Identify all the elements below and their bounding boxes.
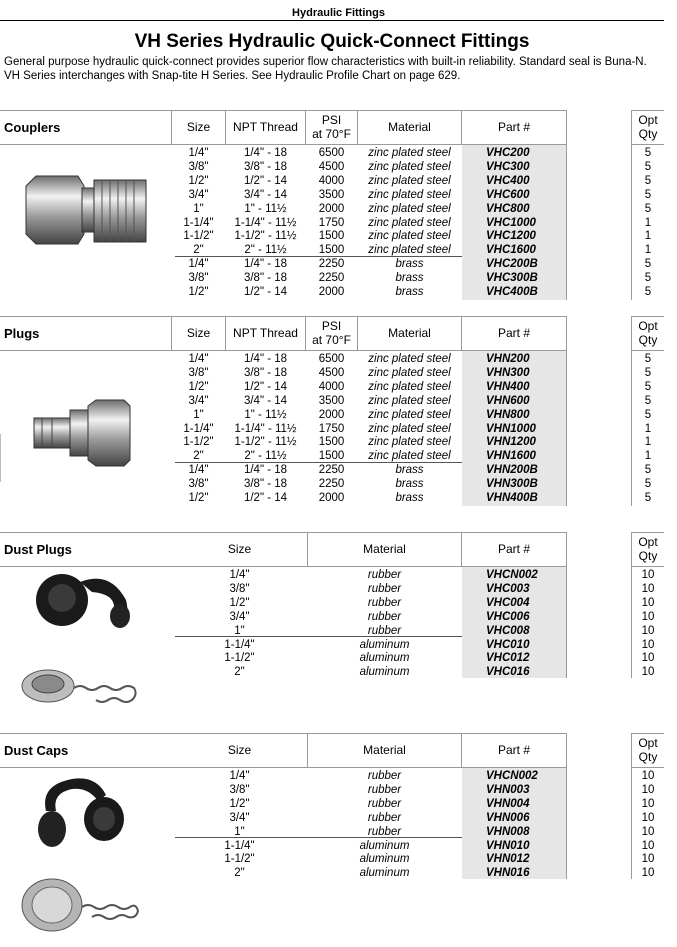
col-psi: PSI at 70°F [312,319,351,347]
thread-cell: 3/8" - 18 [243,478,288,491]
qty-cell: 10 [641,839,655,852]
part-number-cell: VHC012 [486,652,530,665]
qty-cell: 5 [644,408,652,421]
size-cell: 1-1/4" [183,422,214,435]
part-number-cell: VHN016 [486,867,530,880]
section-label: Plugs [4,326,40,341]
material-cell: rubber [367,783,402,796]
part-number-cell: VHN012 [486,853,530,866]
size-cell: 1/4" [188,464,209,477]
size-cell: 3/4" [229,610,250,623]
size-cell: 1" [234,825,245,838]
size-cell: 3/8" [188,478,209,491]
size-cell: 1/2" [188,174,209,187]
material-cell: zinc plated steel [368,160,451,173]
thread-cell: 1/4" - 18 [243,464,288,477]
material-cell: zinc plated steel [368,216,451,229]
thread-cell: 1/2" - 14 [243,174,288,187]
intro-text [4,55,664,83]
part-number-cell: VHC800 [486,202,530,215]
size-cell: 1/4" [188,258,209,271]
intro-line-2: VH Series interchanges with Snap-tite H Series. See Hydraulic Profile Chart on page 629. [4,70,461,82]
thread-cell: 1-1/2" - 11½ [234,436,297,449]
size-cell: 3/8" [229,783,250,796]
size-cell: 3/8" [229,582,250,595]
qty-cell: 5 [644,492,652,504]
size-cell: 1-1/2" [224,853,255,866]
size-cell: 1/2" [188,380,209,393]
col-size: Size [186,326,211,340]
col-thread: NPT Thread [233,120,298,134]
size-cell: 1" [234,624,245,637]
size-cell: 1/2" [229,797,250,810]
col-part: Part # [497,743,530,757]
part-number-cell: VHN200 [486,353,530,365]
psi-cell: 2250 [318,272,345,285]
part-number-cell: VHN010 [486,839,530,852]
material-cell: rubber [367,596,402,609]
thread-cell: 3/4" - 14 [243,188,288,201]
aluminum-dust-cap-image [18,875,144,937]
thread-cell: 2" - 11½ [244,450,287,463]
part-number-cell: VHN600 [486,394,530,407]
thread-cell: 1" - 11½ [244,408,287,421]
qty-cell: 5 [644,478,652,491]
section-label: Dust Caps [4,743,69,758]
qty-cell: 10 [641,582,655,595]
psi-cell: 4000 [318,174,345,187]
psi-cell: 3500 [318,188,345,201]
material-cell: zinc plated steel [368,380,451,393]
rubber-dust-cap-image [32,771,136,853]
col-size: Size [227,542,252,556]
qty-cell: 10 [641,610,655,623]
size-cell: 1-1/4" [183,216,214,229]
qty-cell: 5 [644,464,652,477]
qty-cell: 10 [641,638,655,651]
part-number-cell: VHC600 [486,188,530,201]
col-qty: Opt Qty [638,113,658,141]
material-cell: zinc plated steel [368,422,451,435]
qty-cell: 1 [644,422,652,435]
material-cell: zinc plated steel [368,174,451,187]
thread-cell: 1-1/2" - 11½ [234,230,297,243]
size-cell: 1-1/4" [224,638,255,651]
psi-cell: 2000 [318,286,345,298]
col-qty: Opt Qty [638,319,658,347]
qty-cell: 1 [644,230,652,243]
part-number-cell: VHC200 [486,147,530,159]
material-cell: aluminum [359,652,410,665]
material-cell: rubber [367,582,402,595]
part-number-cell: VHCN002 [486,770,538,782]
thread-cell: 1-1/4" - 11½ [234,422,297,435]
psi-cell: 1500 [318,436,345,449]
qty-cell: 5 [644,202,652,215]
qty-cell: 5 [644,147,652,159]
plug-image [30,396,134,470]
part-number-cell: VHC400B [486,286,538,298]
material-cell: rubber [367,825,402,838]
qty-cell: 5 [644,258,652,271]
part-number-cell: VHC1200 [486,230,536,243]
qty-cell: 1 [644,450,652,463]
psi-cell: 4500 [318,160,345,173]
thread-cell: 3/8" - 18 [243,272,288,285]
qty-cell: 5 [644,160,652,173]
col-qty: Opt Qty [638,736,658,764]
part-number-cell: VHC1000 [486,216,536,229]
psi-cell: 4000 [318,380,345,393]
header-rule [0,20,664,21]
size-cell: 2" [234,867,245,880]
part-number-cell: VHN400 [486,380,530,393]
part-number-cell: VHC300 [486,160,530,173]
qty-cell: 1 [644,216,652,229]
part-number-cell: VHCN002 [486,569,538,581]
material-cell: rubber [367,624,402,637]
material-cell: zinc plated steel [368,244,451,257]
material-cell: rubber [367,811,402,824]
col-material: Material [388,326,431,340]
size-cell: 1/4" [229,770,250,782]
material-cell: zinc plated steel [368,353,451,365]
size-cell: 1/2" [188,286,209,298]
qty-cell: 10 [641,652,655,665]
qty-cell: 1 [644,244,652,257]
part-number-cell: VHN006 [486,811,530,824]
qty-cell: 10 [641,853,655,866]
psi-cell: 1500 [318,230,345,243]
page-title: VH Series Hydraulic Quick-Connect Fittings [134,31,530,52]
material-cell: brass [395,464,424,477]
qty-cell: 10 [641,783,655,796]
psi-cell: 2000 [318,202,345,215]
part-number-cell: VHC1600 [486,244,536,257]
size-cell: 3/4" [229,811,250,824]
qty-cell: 5 [644,366,652,379]
qty-cell: 10 [641,666,655,679]
qty-cell: 5 [644,353,652,365]
rubber-dust-plug-image [30,570,134,642]
part-number-cell: VHN003 [486,783,530,796]
psi-cell: 1500 [318,450,345,463]
section-label: Dust Plugs [4,542,72,557]
part-number-cell: VHC300B [486,272,538,285]
qty-cell: 10 [641,596,655,609]
col-part: Part # [497,120,530,134]
thread-cell: 1/4" - 18 [243,147,288,159]
part-number-cell: VHC004 [486,596,530,609]
coupler-image [22,168,150,254]
col-thread: NPT Thread [233,326,298,340]
size-cell: 1-1/4" [224,839,255,852]
psi-cell: 1750 [318,216,345,229]
part-number-cell: VHC003 [486,582,530,595]
size-cell: 3/4" [188,188,209,201]
part-number-cell: VHC008 [486,624,530,637]
col-size: Size [227,743,252,757]
psi-cell: 2000 [318,492,345,504]
thread-cell: 1/2" - 14 [243,492,288,504]
thread-cell: 1/4" - 18 [243,258,288,271]
part-number-cell: VHC006 [486,610,530,623]
part-number-cell: VHN300B [486,478,538,491]
material-cell: rubber [367,569,402,581]
part-number-cell: VHN1600 [486,450,536,463]
psi-cell: 6500 [318,353,345,365]
psi-cell: 1500 [318,244,345,257]
part-number-cell: VHN004 [486,797,530,810]
material-cell: zinc plated steel [368,366,451,379]
psi-cell: 4500 [318,366,345,379]
material-cell: aluminum [359,666,410,679]
material-cell: brass [395,492,424,504]
material-cell: aluminum [359,638,410,651]
thread-cell: 2" - 11½ [244,244,287,257]
psi-cell: 2250 [318,464,345,477]
material-cell: aluminum [359,839,410,852]
size-cell: 1-1/2" [183,230,214,243]
psi-cell: 3500 [318,394,345,407]
part-number-cell: VHN400B [486,492,538,504]
size-cell: 1/2" [229,596,250,609]
qty-cell: 5 [644,380,652,393]
psi-cell: 2000 [318,408,345,421]
thread-cell: 3/4" - 14 [243,394,288,407]
size-cell: 1/4" [188,147,209,159]
aluminum-dust-plug-image [18,664,144,716]
part-number-cell: VHN008 [486,825,530,838]
qty-cell: 10 [641,811,655,824]
col-size: Size [186,120,211,134]
size-cell: 1/4" [188,353,209,365]
psi-cell: 2250 [318,258,345,271]
material-cell: zinc plated steel [368,394,451,407]
thread-cell: 1/2" - 14 [243,286,288,298]
material-cell: zinc plated steel [368,202,451,215]
part-number-cell: VHC400 [486,174,530,187]
qty-cell: 10 [641,825,655,838]
material-cell: zinc plated steel [368,230,451,243]
part-number-cell: VHN200B [486,464,538,477]
qty-cell: 5 [644,174,652,187]
material-cell: rubber [367,610,402,623]
qty-cell: 5 [644,286,652,298]
section-label: Couplers [4,120,61,135]
size-cell: 3/8" [188,366,209,379]
size-cell: 3/8" [188,160,209,173]
size-cell: 1-1/2" [224,652,255,665]
material-cell: brass [395,478,424,491]
qty-cell: 5 [644,272,652,285]
thread-cell: 1" - 11½ [244,202,287,215]
material-cell: rubber [367,770,402,782]
qty-cell: 5 [644,188,652,201]
size-cell: 2" [193,244,204,257]
material-cell: zinc plated steel [368,147,451,159]
material-cell: zinc plated steel [368,408,451,421]
size-cell: 3/4" [188,394,209,407]
qty-cell: 1 [644,436,652,449]
thread-cell: 1/2" - 14 [243,380,288,393]
size-cell: 1" [193,202,204,215]
qty-cell: 10 [641,569,655,581]
page-category: Hydraulic Fittings [292,7,385,19]
col-psi: PSI at 70°F [312,113,351,141]
intro-line-1: General purpose hydraulic quick-connect provides superior flow characteristics with built-in reliability. Standard seal is Buna-N. [4,56,647,68]
col-qty: Opt Qty [638,535,658,563]
col-part: Part # [497,326,530,340]
part-number-cell: VHN1000 [486,422,536,435]
material-cell: rubber [367,797,402,810]
material-cell: brass [395,286,424,298]
size-cell: 1/2" [188,492,209,504]
psi-cell: 6500 [318,147,345,159]
psi-cell: 1750 [318,422,345,435]
thread-cell: 1/4" - 18 [243,353,288,365]
size-cell: 1-1/2" [183,436,214,449]
part-number-cell: VHN1200 [486,436,536,449]
part-number-cell: VHN300 [486,366,530,379]
material-cell: zinc plated steel [368,450,451,463]
material-cell: brass [395,258,424,271]
part-number-cell: VHC200B [486,258,538,271]
size-cell: 1" [193,408,204,421]
part-number-cell: VHN800 [486,408,530,421]
material-cell: aluminum [359,853,410,866]
thread-cell: 1-1/4" - 11½ [234,216,297,229]
psi-cell: 2250 [318,478,345,491]
material-cell: zinc plated steel [368,436,451,449]
col-material: Material [363,743,406,757]
part-number-cell: VHC010 [486,638,530,651]
qty-cell: 10 [641,797,655,810]
qty-cell: 10 [641,867,655,880]
thread-cell: 3/8" - 18 [243,160,288,173]
size-cell: 2" [234,666,245,679]
material-cell: aluminum [359,867,410,880]
col-material: Material [363,542,406,556]
part-number-cell: VHC016 [486,666,530,679]
size-cell: 1/4" [229,569,250,581]
size-cell: 2" [193,450,204,463]
material-cell: zinc plated steel [368,188,451,201]
thread-cell: 3/8" - 18 [243,366,288,379]
qty-cell: 10 [641,770,655,782]
col-part: Part # [497,542,530,556]
col-material: Material [388,120,431,134]
material-cell: brass [395,272,424,285]
size-cell: 3/8" [188,272,209,285]
qty-cell: 10 [641,624,655,637]
qty-cell: 5 [644,394,652,407]
